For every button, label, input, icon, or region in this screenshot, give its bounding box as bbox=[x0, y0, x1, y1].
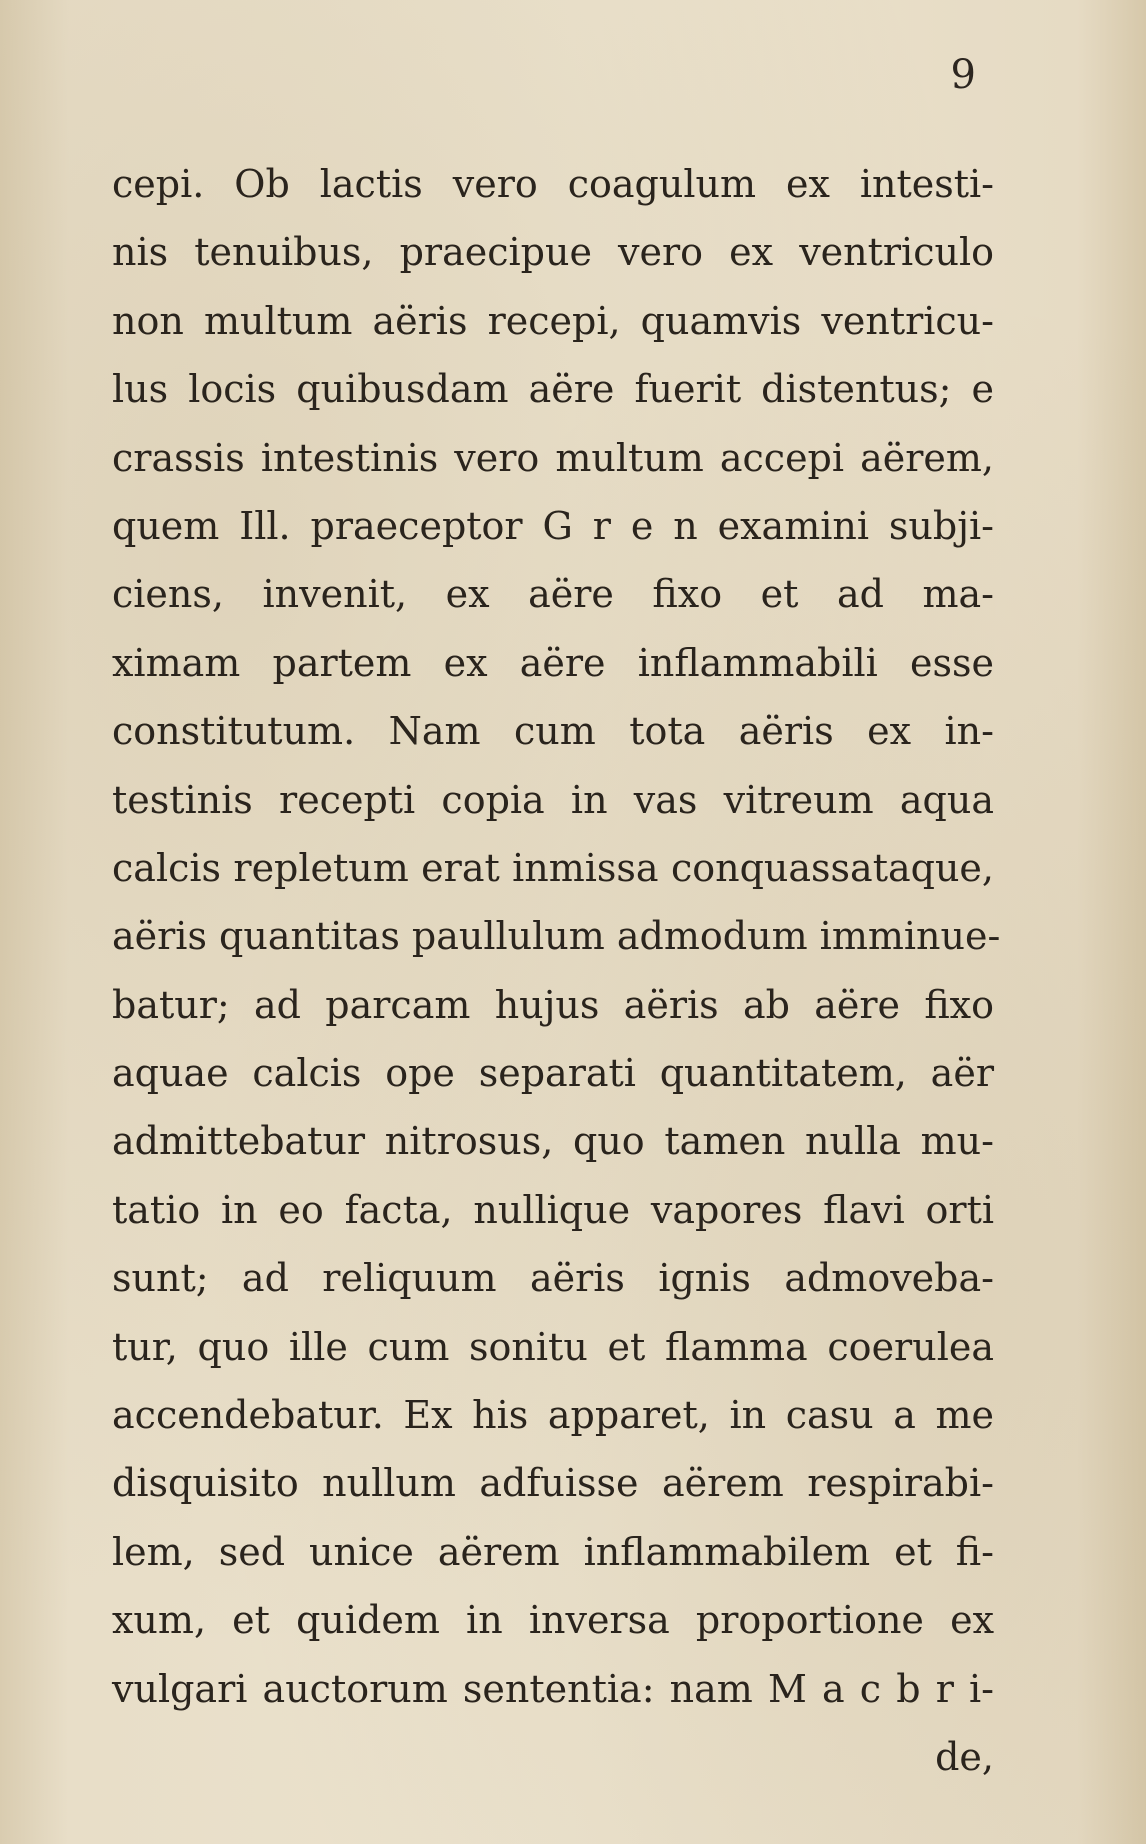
text-line: disquisito nullum adfuisse aërem respirabi- bbox=[112, 1461, 994, 1506]
text-line: ciens, invenit, ex aëre fixo et ad ma- bbox=[112, 572, 994, 617]
text-line: tatio in eo facta, nullique vapores flavi orti bbox=[112, 1187, 994, 1232]
text-line: lus locis quibusdam aëre fuerit distentus; e bbox=[112, 367, 994, 412]
text-line: constitutum. Nam cum tota aëris ex in- bbox=[112, 709, 994, 754]
text-line: cepi. Ob lactis vero coagulum ex intesti- bbox=[112, 162, 994, 206]
text-line: ximam partem ex aëre inflammabili esse bbox=[112, 640, 994, 685]
text-line: quem Ill. praeceptor G r e n examini subji- bbox=[112, 503, 994, 548]
body-text bbox=[112, 150, 1001, 1791]
text-line: crassis intestinis vero multum accepi aërem, bbox=[112, 435, 994, 480]
text-line: accendebatur. Ex his apparet, in casu a me bbox=[112, 1393, 994, 1438]
catchword: de, bbox=[935, 1734, 994, 1779]
text-line: sunt; ad reliquum aëris ignis admoveba- bbox=[112, 1256, 994, 1301]
text-line: admittebatur nitrosus, quo tamen nulla mu- bbox=[112, 1119, 994, 1164]
page-number: 9 bbox=[950, 52, 976, 98]
text-line: tur, quo ille cum sonitu et flamma coerulea bbox=[112, 1324, 994, 1369]
text-line: nis tenuibus, praecipue vero ex ventriculo bbox=[112, 230, 994, 275]
text-line: batur; ad parcam hujus aëris ab aëre fixo bbox=[112, 982, 994, 1027]
text-line: calcis repletum erat inmissa conquassataque, bbox=[112, 845, 994, 890]
text-line: xum, et quidem in inversa proportione ex bbox=[112, 1598, 994, 1643]
text-line: lem, sed unice aërem inflammabilem et fi- bbox=[112, 1529, 994, 1574]
text-line: aëris quantitas paullulum admodum imminue- bbox=[112, 914, 1001, 959]
text-line: vulgari auctorum sententia: nam M a c b r i- bbox=[112, 1666, 994, 1711]
text-line: non multum aëris recepi, quamvis ventricu- bbox=[112, 298, 994, 343]
text-line: testinis recepti copia in vas vitreum aqua bbox=[112, 777, 994, 822]
text-line: aquae calcis ope separati quantitatem, aër bbox=[112, 1051, 994, 1096]
